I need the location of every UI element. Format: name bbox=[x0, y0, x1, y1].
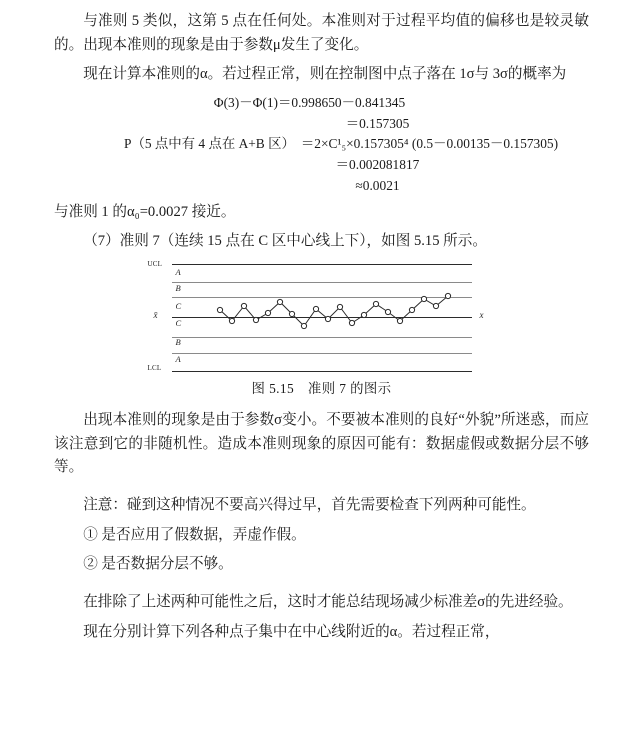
paragraph-intro-1: 与准则 5 类似，这第 5 点在任何处。本准则对于过程平均值的偏移也是较灵敏的。出现本准则的现象是由于参数μ发生了变化。 bbox=[54, 13, 589, 53]
figure-caption: 图 5.15 准则 7 的图示 bbox=[251, 381, 392, 397]
ucl-label: UCL bbox=[147, 260, 163, 269]
math-block bbox=[54, 93, 589, 197]
math-line-2-text: ＝0.157305 bbox=[345, 115, 410, 131]
zone-label-b-upper: B bbox=[175, 283, 181, 294]
math-line-5 bbox=[54, 176, 589, 197]
math-line-1-text: Φ(3)－Φ(1)＝0.998650－0.841345 bbox=[213, 94, 406, 110]
math-line-3-lhs: P（5 点中有 4 点在 A+B 区） bbox=[124, 136, 295, 152]
math-line-4-text: ＝0.002081817 bbox=[335, 157, 420, 173]
zone-label-c-lower: C bbox=[175, 318, 182, 329]
zone-label-a-upper: A bbox=[175, 267, 181, 278]
math-line-3-rhs: ＝2×C¹₅×0.157305⁴ (0.5－0.00135－0.157305) bbox=[300, 136, 559, 152]
paragraph-after-2: 在排除了上述两种可能性之后，这时才能总结现场减少标准差σ的先进经验。 bbox=[83, 593, 573, 610]
x-axis-label: x bbox=[479, 310, 484, 321]
math-line-1 bbox=[54, 93, 589, 114]
paragraph-rule7-intro: （7）准则 7（连续 15 点在 C 区中心线上下），如图 5.15 所示。 bbox=[83, 233, 487, 250]
lcl-label: LCL bbox=[147, 364, 162, 373]
math-line-2 bbox=[54, 114, 589, 135]
paragraph-intro-2: 现在计算本准则的α。若过程正常，则在控制图中点子落在 1σ与 3σ的概率为 bbox=[83, 66, 567, 83]
math-line-5-text: ≈0.0021 bbox=[355, 177, 400, 193]
math-line-3 bbox=[54, 134, 589, 155]
math-line-4 bbox=[54, 155, 589, 176]
zone-label-b-lower: B bbox=[175, 337, 181, 348]
zone-label-a-lower: A bbox=[175, 354, 181, 365]
figure-5-15 bbox=[54, 260, 589, 373]
paragraph-note: 注意：碰到这种情况不要高兴得过早，首先需要检查下列两种可能性。 bbox=[83, 496, 536, 513]
paragraph-after-math: 与准则 1 的α₀=0.0027 接近。 bbox=[54, 203, 236, 220]
center-axis-label: x̄ bbox=[153, 310, 158, 321]
chart-series bbox=[172, 265, 472, 373]
control-chart bbox=[147, 260, 484, 373]
paragraph-spacer-1 bbox=[54, 486, 589, 494]
paragraph-after-1: 出现本准则的现象是由于参数σ变小。不要被本准则的良好“外貌”所迷惑，而应该注意到它的非随机性。造成本准则现象的原因可能有：数据虚假或数据分层不够等。 bbox=[54, 412, 589, 476]
zone-label-c-upper: C bbox=[175, 301, 182, 312]
paragraph-item-2: ② 是否数据分层不够。 bbox=[83, 556, 233, 573]
paragraph-item-1: ① 是否应用了假数据，弄虚作假。 bbox=[83, 526, 306, 543]
paragraph-spacer-2 bbox=[54, 583, 589, 591]
paragraph-after-3: 现在分别计算下列各种点子集中在中心线附近的α。若过程正常， bbox=[83, 623, 500, 640]
